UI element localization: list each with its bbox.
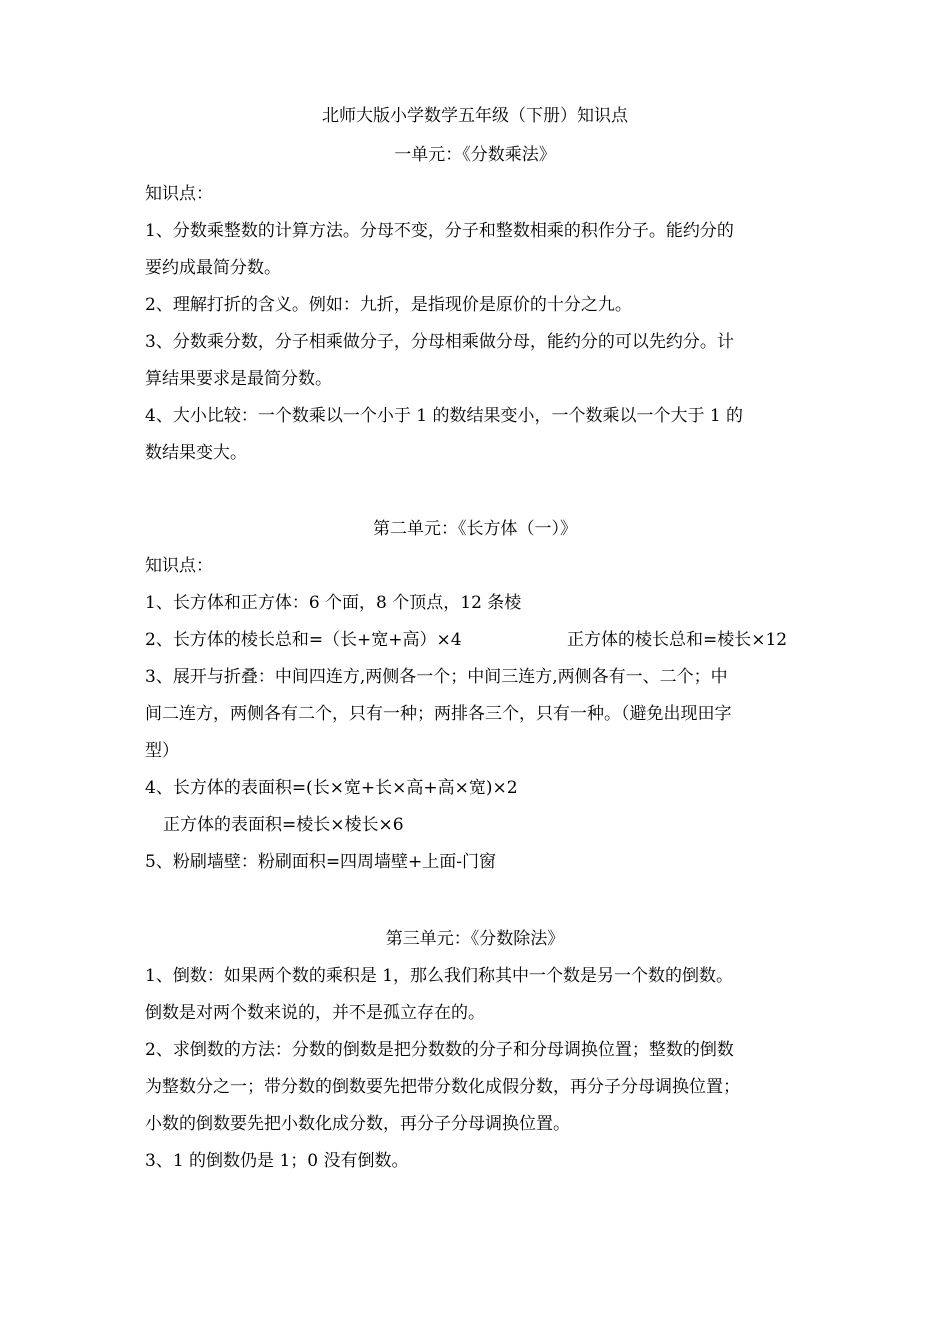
unit3-item2-line1: 2、求倒数的方法：分数的倒数是把分数数的分子和分母调换位置；整数的倒数 bbox=[145, 1040, 734, 1060]
unit1-item4-line2: 数结果变大。 bbox=[145, 443, 247, 463]
unit1-item2: 2、理解打折的含义。例如：九折，是指现价是原价的十分之九。 bbox=[145, 295, 632, 315]
unit1-item3-line2: 算结果要求是最简分数。 bbox=[145, 369, 332, 389]
unit1-item3-line1: 3、分数乘分数，分子相乘做分子，分母相乘做分母，能约分的可以先约分。计 bbox=[145, 332, 734, 352]
unit2-label: 知识点： bbox=[145, 556, 213, 576]
unit3-item1-line2: 倒数是对两个数来说的，并不是孤立存在的。 bbox=[145, 1003, 485, 1023]
unit1-heading: 一单元：《分数乘法》 bbox=[394, 145, 556, 165]
unit2-item2-cuboid-formula: 2、长方体的棱长总和=（长+宽+高）×4 bbox=[145, 630, 462, 650]
unit2-heading: 第二单元：《长方体（一）》 bbox=[373, 519, 577, 539]
unit2-item2-cube-formula: 正方体的棱长总和=棱长×12 bbox=[567, 630, 788, 650]
unit1-item1-line2: 要约成最简分数。 bbox=[145, 258, 281, 278]
unit2-item5: 5、粉刷墙壁：粉刷面积=四周墙壁+上面-门窗 bbox=[145, 852, 497, 872]
unit2-item2 bbox=[145, 629, 815, 651]
page-title: 北师大版小学数学五年级（下册）知识点 bbox=[322, 106, 628, 126]
unit2-item3-line2: 间二连方，两侧各有二个，只有一种；两排各三个，只有一种。（避免出现田字 bbox=[145, 704, 732, 724]
unit2-item4-line1: 4、长方体的表面积=(长×宽+长×高+高×宽)×2 bbox=[145, 778, 518, 798]
unit2-item3-line3: 型） bbox=[145, 741, 179, 761]
unit2-item4-line2: 正方体的表面积=棱长×棱长×6 bbox=[163, 815, 404, 835]
unit3-item3: 3、1 的倒数仍是 1；0 没有倒数。 bbox=[145, 1151, 409, 1171]
unit2-item3-line1: 3、展开与折叠：中间四连方,两侧各一个；中间三连方,两侧各有一、二个；中 bbox=[145, 667, 728, 687]
unit3-heading: 第三单元：《分数除法》 bbox=[385, 929, 565, 949]
unit1-label: 知识点： bbox=[145, 184, 213, 204]
unit2-item1: 1、长方体和正方体：6 个面，8 个顶点，12 条棱 bbox=[145, 593, 522, 613]
unit3-item2-line3: 小数的倒数要先把小数化成分数，再分子分母调换位置。 bbox=[145, 1114, 570, 1134]
unit3-item2-line2: 为整数分之一；带分数的倒数要先把带分数化成假分数，再分子分母调换位置； bbox=[145, 1077, 740, 1097]
unit1-item4-line1: 4、大小比较：一个数乘以一个小于 1 的数结果变小，一个数乘以一个大于 1 的 bbox=[145, 406, 744, 426]
unit3-item1-line1: 1、倒数：如果两个数的乘积是 1，那么我们称其中一个数是另一个数的倒数。 bbox=[145, 966, 734, 986]
unit1-item1-line1: 1、分数乘整数的计算方法。分母不变，分子和整数相乘的积作分子。能约分的 bbox=[145, 221, 734, 241]
